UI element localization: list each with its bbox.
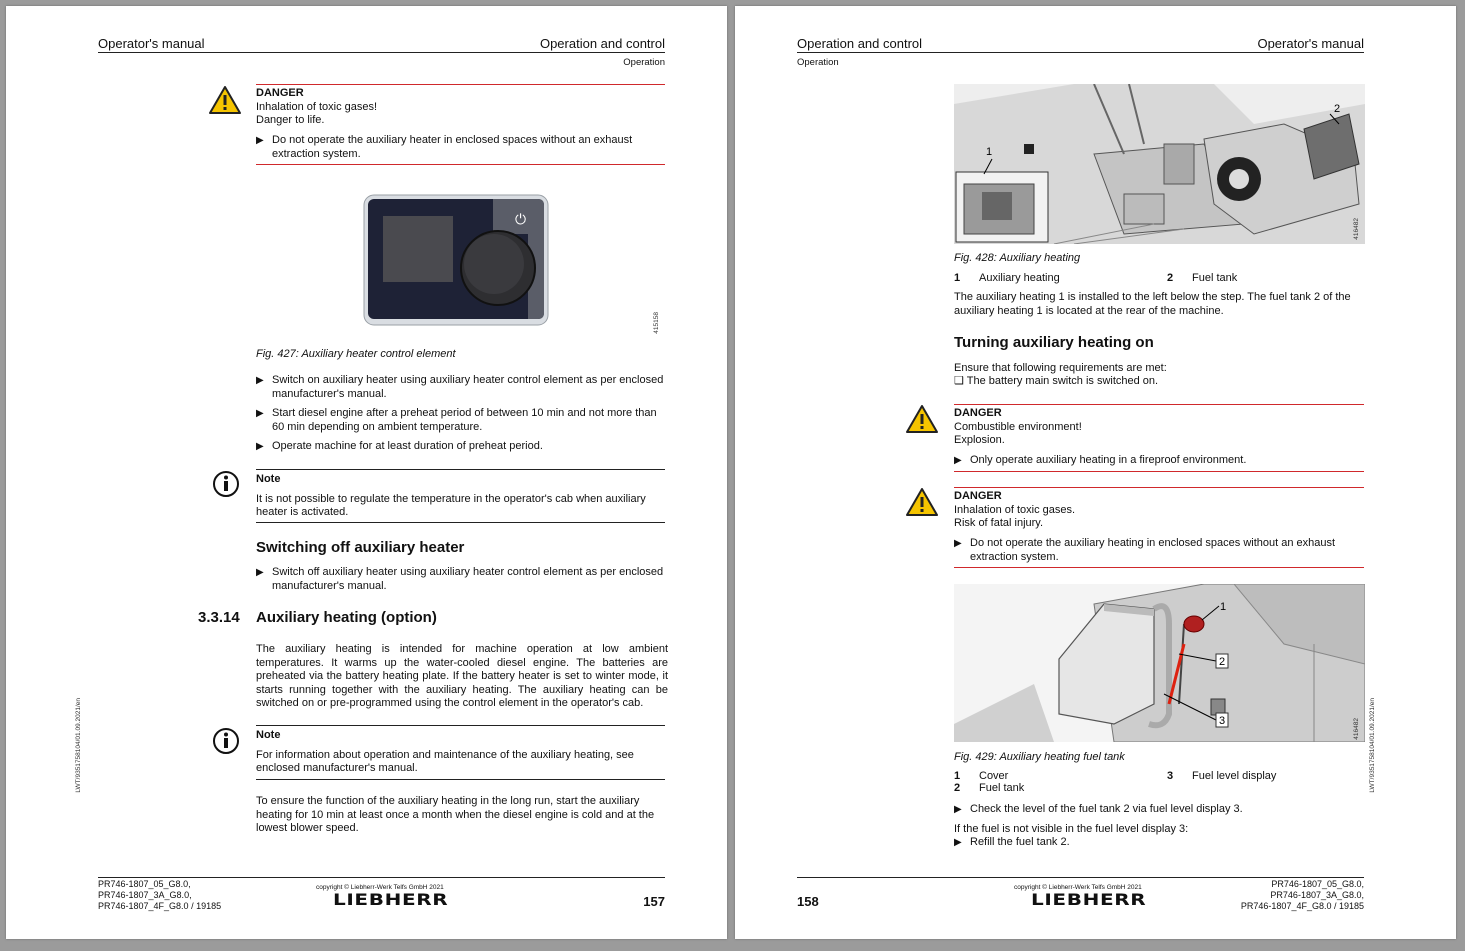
danger-block-2 [954,407,1364,448]
legend-label: Cover [979,770,1009,782]
section-heading: Switching off auxiliary heater [256,539,465,556]
danger-line: Explosion. [954,434,1005,446]
danger-line: Inhalation of toxic gases. [954,503,1076,516]
note-block-1 [256,473,665,520]
legend-label: Auxiliary heating [979,272,1060,284]
footer-rule [98,877,665,878]
note-title: Note [256,729,281,741]
instruction-bullet [954,836,1364,850]
danger-line: Combustible environment! [954,420,1082,433]
callout-label: 3 [1219,715,1226,727]
bullet-text: Do not operate the auxiliary heating in enclosed spaces without an exhaust extraction system. [970,537,1336,563]
instruction-bullet [954,803,1364,817]
bullet-triangle-icon: ▶ [256,375,264,386]
copyright: copyright © Liebherr-Werk Telfs GmbH 2021 [1014,884,1142,891]
footer-codes [1241,879,1364,912]
requirement-item [954,375,1158,389]
danger-bullet [954,454,1364,468]
callout-label: 2 [1334,103,1341,115]
figure-legend [954,770,1276,794]
paragraph: The auxiliary heating is intended for machine operation at low ambient temperatures. It warms up the water-cooled diesel engine. The batteries are preheated via the battery heating plate. If the battery heater is set to winter mode, it starts running together with the auxiliary heating. The auxiliary heating can be switched on or pre-programmed using the control element in the operator's cab. [256,643,668,709]
bullet-text: Only operate auxiliary heating in a fireproof environment. [970,454,1247,466]
bullet-text: Refill the fuel tank 2. [970,836,1070,848]
legend-number: 2 [954,782,961,794]
header-left: Operator's manual [98,36,205,51]
right-page [735,6,1456,939]
note-rule-bottom [256,779,665,780]
side-document-code: LWT/9351758104/01.09.2021/en [75,698,82,793]
legend-label: Fuel tank [979,782,1025,794]
bullet-text: Switch on auxiliary heater using auxiliary heater control element as per enclosed manufacturer's manual. [272,374,664,400]
note-block-2 [256,729,665,776]
section-title: Auxiliary heating (option) [256,609,437,626]
requirements-intro: Ensure that following requirements are met: [954,362,1167,374]
legend-number: 2 [1167,272,1174,284]
danger-title: DANGER [954,407,1002,419]
bullet-triangle-icon: ▶ [256,408,264,419]
footer-rule [797,877,1364,878]
danger-rule-top [954,487,1364,488]
auxiliary-heating-location-image [954,84,1365,244]
figure-id: 416482 [1353,218,1360,240]
callout-label: 1 [986,146,993,158]
left-page [6,6,727,939]
bullet-text: Operate machine for at least duration of preheat period. [272,440,543,452]
liebherr-logo: LIEBHERR [1031,890,1147,909]
header-right: Operation and control [539,36,665,51]
footer-code: PR746-1807_4F_G8.0 / 19185 [1240,901,1364,911]
figure-caption: Fig. 427: Auxiliary heater control element [256,348,456,360]
danger-title: DANGER [256,87,304,99]
figure-id: 415158 [653,312,660,334]
page-number: 158 [797,894,819,909]
fuel-tank-image [954,584,1365,742]
header-rule [797,52,1364,53]
warning-triangle-icon [905,404,939,434]
bullet-triangle-icon: ▶ [256,567,264,578]
footer-code: PR746-1807_4F_G8.0 / 19185 [98,901,222,911]
header-rule [98,52,665,53]
danger-line: Inhalation of toxic gases! [256,100,378,113]
bullet-text: Do not operate the auxiliary heater in enclosed spaces without an exhaust extraction system. [272,134,633,160]
footer-code: PR746-1807_05_G8.0, [98,879,191,889]
header-sub: Operation [623,57,665,68]
header-sub: Operation [797,57,839,68]
danger-line: Danger to life. [256,114,325,126]
legend-label: Fuel tank [1192,272,1238,284]
bullet-triangle-icon: ▶ [256,135,264,146]
section-number: 3.3.14 [198,609,240,626]
liebherr-logo: LIEBHERR [333,890,449,909]
requirement-text: The battery main switch is switched on. [966,375,1159,387]
bullet-text: Switch off auxiliary heater using auxiliary heater control element as per enclosed manufacturer's manual. [272,566,664,592]
danger-rule-top [954,404,1364,405]
note-rule-top [256,725,665,726]
footer-code: PR746-1807_3A_G8.0, [98,890,192,900]
instruction-bullet [256,407,665,434]
legend-label: Fuel level display [1192,770,1277,782]
legend-number: 1 [954,272,961,284]
footer-codes [98,879,221,912]
side-document-code: LWT/9351758104/01.09.2021/en [1369,698,1376,793]
info-icon [212,727,240,755]
danger-bullet [954,537,1364,564]
note-rule-top [256,469,665,470]
danger-line: Risk of fatal injury. [954,517,1044,529]
danger-rule-bottom [256,164,665,165]
copyright: copyright © Liebherr-Werk Telfs GmbH 2021 [316,884,444,891]
callout-label: 2 [1219,656,1226,668]
page-number: 157 [643,894,665,909]
checkbox-icon: ❑ [954,375,964,387]
bullet-text: Start diesel engine after a preheat period of between 10 min and not more than 60 min depending on ambient temperature. [272,407,657,433]
bullet-triangle-icon: ▶ [954,837,962,848]
danger-block-1 [256,87,665,128]
danger-bullet [256,134,665,161]
bullet-text: Check the level of the fuel tank 2 via fuel level display 3. [970,803,1243,815]
paragraph: If the fuel is not visible in the fuel level display 3: [954,823,1189,835]
instruction-bullet [256,566,665,593]
note-text: It is not possible to regulate the temperature in the operator's cab when auxiliary heater is activated. [256,492,646,518]
bullet-triangle-icon: ▶ [954,538,962,549]
auxiliary-heater-control-image [363,194,549,326]
legend-number: 3 [1167,770,1174,782]
figure-legend [954,272,1237,284]
note-rule-bottom [256,522,665,523]
footer-code: PR746-1807_3A_G8.0, [1270,890,1364,900]
paragraph: To ensure the function of the auxiliary heating in the long run, start the auxiliary heating for 10 min at least once a month when the diesel engine is cold and at the lowest blower speed. [256,795,655,834]
legend-number: 1 [954,770,961,782]
info-icon [212,470,240,498]
section-heading: Turning auxiliary heating on [954,334,1154,351]
warning-triangle-icon [905,487,939,517]
figure-caption: Fig. 428: Auxiliary heating [954,252,1081,264]
danger-rule-bottom [954,471,1364,472]
note-title: Note [256,473,281,485]
instruction-bullet [256,374,665,401]
power-icon: ⏻ [515,212,527,228]
bullet-triangle-icon: ▶ [954,804,962,815]
header-right: Operator's manual [1257,36,1364,51]
callout-label: 1 [1220,601,1227,613]
note-text: For information about operation and maintenance of the auxiliary heating, see enclosed manufacturer's manual. [256,748,634,774]
instruction-bullet [256,440,665,454]
danger-title: DANGER [954,490,1002,502]
figure-id: 416482 [1353,718,1360,740]
paragraph: The auxiliary heating 1 is installed to the left below the step. The fuel tank 2 of the auxiliary heating 1 is located at the rear of the machine. [954,291,1351,317]
footer-code: PR746-1807_05_G8.0, [1271,879,1364,889]
danger-rule-top [256,84,665,85]
warning-triangle-icon [208,85,242,115]
bullet-triangle-icon: ▶ [954,455,962,466]
bullet-triangle-icon: ▶ [256,441,264,452]
figure-caption: Fig. 429: Auxiliary heating fuel tank [954,751,1125,763]
header-left: Operation and control [797,36,923,51]
danger-block-3 [954,490,1364,531]
danger-rule-bottom [954,567,1364,568]
